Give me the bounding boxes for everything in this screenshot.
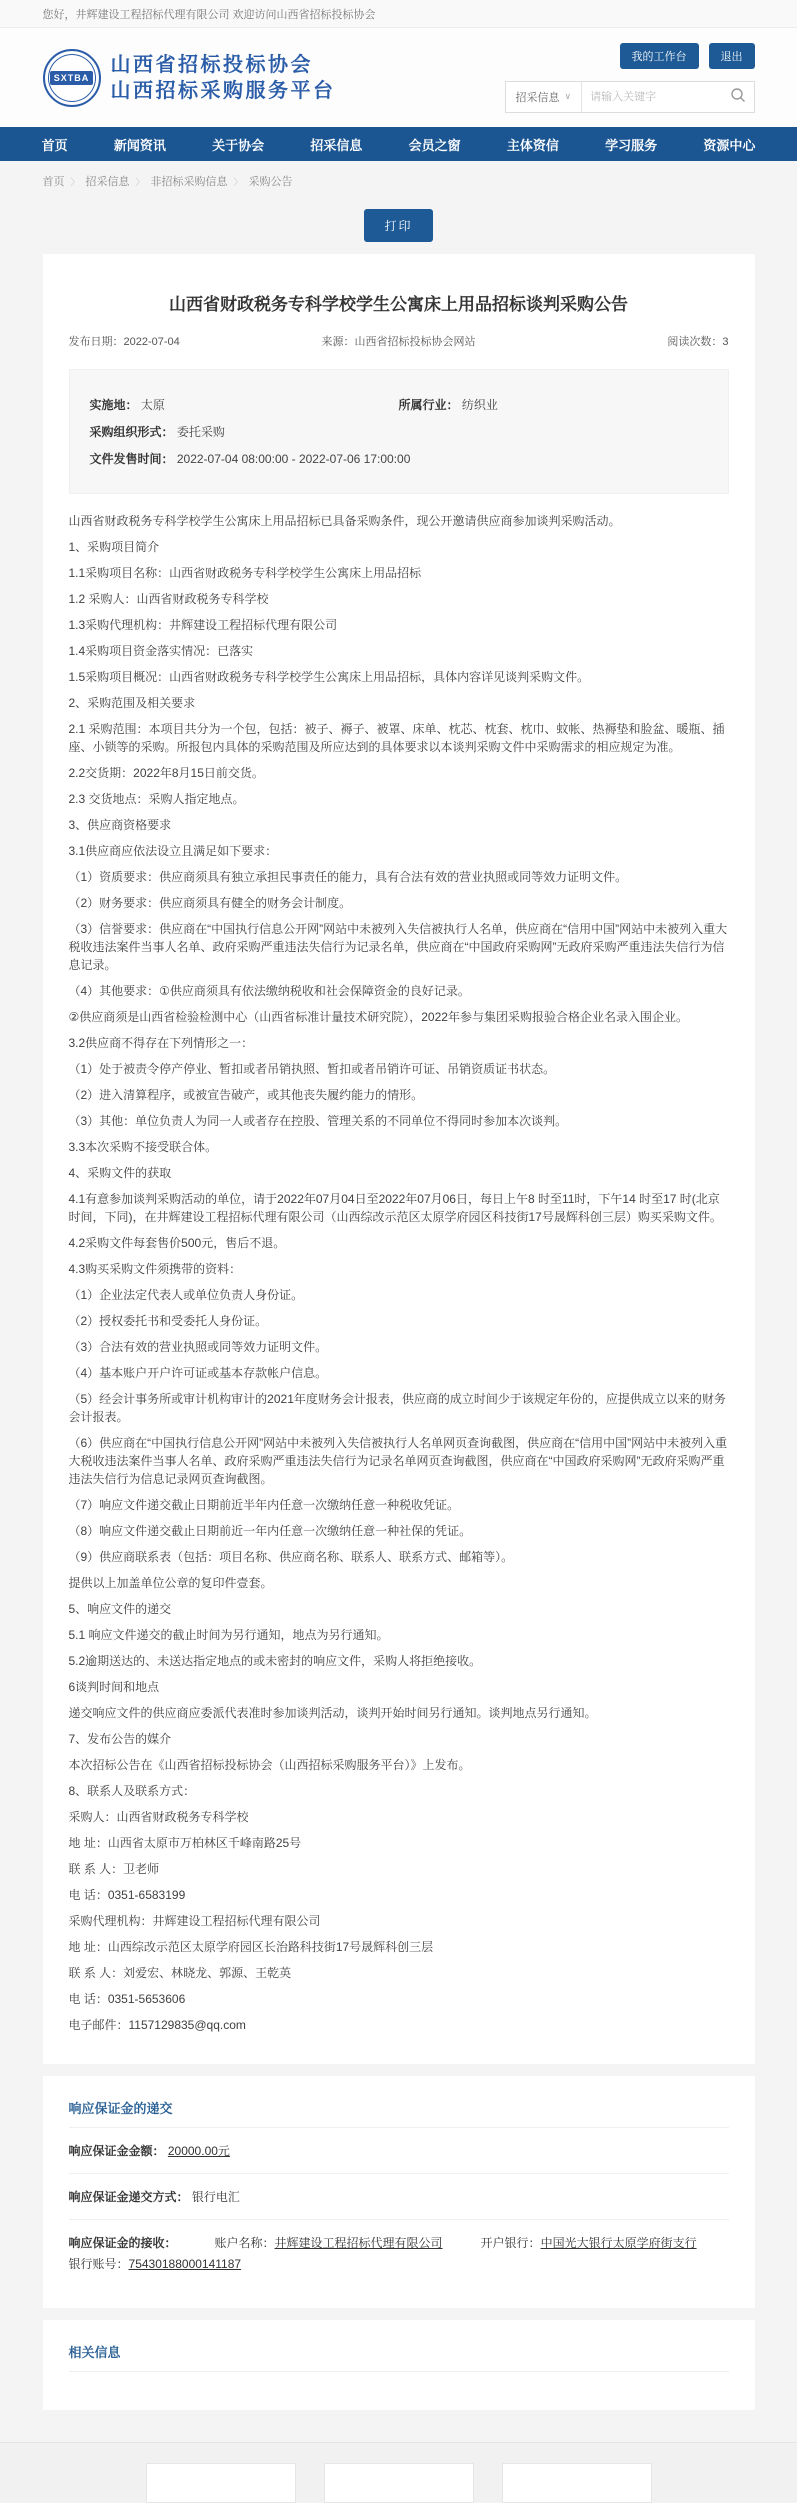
body-paragraph: 8、联系人及联系方式： bbox=[68, 1784, 196, 1798]
site-header bbox=[0, 28, 797, 127]
bond-account-name: 账户名称：井辉建设工程招标代理有限公司 bbox=[214, 2236, 443, 2250]
nav-item[interactable]: 首页 bbox=[41, 137, 68, 153]
announcement-card bbox=[43, 254, 755, 2064]
body-paragraph: 5、响应文件的递交 bbox=[68, 1602, 172, 1616]
article-source: 来源：山西省招标投标协会网站 bbox=[321, 336, 476, 348]
body-paragraph: 1.4采购项目资金落实情况：已落实 bbox=[68, 644, 254, 658]
body-paragraph: 1.2 采购人：山西省财政税务专科学校 bbox=[68, 592, 269, 606]
nav-item[interactable]: 关于协会 bbox=[212, 137, 265, 153]
bond-amount-row: 响应保证金金额： 20000.00元 bbox=[69, 2127, 729, 2173]
print-button[interactable]: 打印 bbox=[364, 209, 432, 242]
announcement-body bbox=[69, 512, 729, 2034]
search-icon bbox=[730, 87, 746, 103]
page-title: 山西省财政税务专科学校学生公寓床上用品招标谈判采购公告 bbox=[169, 295, 628, 314]
body-paragraph: ②供应商须是山西省检验检测中心（山西省标准计量技术研究院），2022年参与集团采购报验合格企业名录入围企业。 bbox=[68, 1010, 688, 1024]
search-input[interactable] bbox=[582, 91, 721, 103]
main-nav bbox=[0, 127, 797, 161]
body-paragraph: 电 话：0351-5653606 bbox=[68, 1992, 186, 2006]
body-paragraph: 递交响应文件的供应商应委派代表准时参加谈判活动，谈判开始时间另行通知。谈判地点另行通知。 bbox=[68, 1706, 597, 1720]
footer-link-box[interactable] bbox=[502, 2463, 652, 2503]
body-paragraph: 采购人：山西省财政税务专科学校 bbox=[68, 1810, 249, 1824]
related-section-title: 相关信息 bbox=[69, 2342, 729, 2372]
info-org-form: 采购组织形式： 委托采购 bbox=[89, 425, 225, 439]
search-category-select[interactable]: 招采信息 ∨ bbox=[506, 82, 583, 112]
breadcrumb-item[interactable]: 非招标采购信息 〉 bbox=[151, 173, 249, 189]
body-paragraph: （6）供应商在“中国执行信息公开网”网站中未被列入失信被执行人名单网页查询截图，供应商在“信用中国”网站中未被列入重大税收违法案件当事人名单、政府采购严重违法失信行为记录名单网页查询截图，供应商在“中国政府采购网”无政府采购严重违法失信行为信息记录网页查询截图。 bbox=[68, 1436, 728, 1486]
body-paragraph: （8）响应文件递交截止日期前近一年内任意一次缴纳任意一种社保的凭证。 bbox=[68, 1524, 472, 1538]
body-paragraph: 1.1采购项目名称：山西省财政税务专科学校学生公寓床上用品招标 bbox=[68, 566, 422, 580]
body-paragraph: 提供以上加盖单位公章的复印件壹套。 bbox=[68, 1576, 273, 1590]
body-paragraph: 联 系 人：刘爱宏、林晓龙、郭源、王乾英 bbox=[68, 1966, 292, 1980]
breadcrumb-item[interactable]: 首页 〉 bbox=[43, 173, 86, 189]
breadcrumb-item[interactable]: 采购公告 bbox=[248, 176, 293, 188]
breadcrumb-item[interactable]: 招采信息 〉 bbox=[86, 173, 151, 189]
body-paragraph: 3、供应商资格要求 bbox=[68, 818, 172, 832]
nav-item[interactable]: 招采信息 bbox=[310, 137, 363, 153]
bond-receive-row: 响应保证金的接收： 账户名称：井辉建设工程招标代理有限公司 开户银行：中国光大银行太原学府街支行 银行账号：75430188000141187 bbox=[69, 2219, 729, 2286]
site-logo[interactable] bbox=[43, 49, 336, 107]
view-count: 阅读次数：3 bbox=[667, 336, 729, 348]
body-paragraph: 6谈判时间和地点 bbox=[68, 1680, 160, 1694]
body-paragraph: 本次招标公告在《山西省招标投标协会（山西招标采购服务平台）》上发布。 bbox=[68, 1758, 471, 1772]
info-sale-time: 文件发售时间： 2022-07-04 08:00:00 - 2022-07-06 17:00:00 bbox=[89, 452, 411, 466]
body-paragraph: 地 址：山西综改示范区太原学府园区长治路科技街17号晟辉科创三层 bbox=[68, 1940, 434, 1954]
body-paragraph: （4）其他要求：①供应商须具有依法缴纳税收和社会保障资金的良好记录。 bbox=[68, 984, 470, 998]
footer-link-box[interactable] bbox=[324, 2463, 474, 2503]
body-paragraph: 5.1 响应文件递交的截止时间为另行通知，地点为另行通知。 bbox=[68, 1628, 389, 1642]
body-paragraph: 4.2采购文件每套售价500元，售后不退。 bbox=[68, 1236, 286, 1250]
search-button[interactable] bbox=[722, 87, 754, 106]
bond-account-number: 银行账号：75430188000141187 bbox=[68, 2257, 242, 2271]
logout-button[interactable]: 退出 bbox=[709, 43, 755, 69]
nav-item[interactable]: 学习服务 bbox=[605, 137, 658, 153]
body-paragraph: 1.3采购代理机构：井辉建设工程招标代理有限公司 bbox=[68, 618, 338, 632]
body-paragraph: 1、采购项目简介 bbox=[68, 540, 160, 554]
association-logo-icon: SXTBA bbox=[43, 49, 101, 107]
body-paragraph: （1）处于被责令停产停业、暂扣或者吊销执照、暂扣或者吊销许可证、吊销资质证书状态。 bbox=[68, 1062, 556, 1076]
body-paragraph: 1.5采购项目概况：山西省财政税务专科学校学生公寓床上用品招标，具体内容详见谈判采购文件。 bbox=[68, 670, 590, 684]
body-paragraph: （2）财务要求：供应商须具有健全的财务会计制度。 bbox=[68, 896, 352, 910]
body-paragraph: 3.3本次采购不接受联合体。 bbox=[68, 1140, 218, 1154]
site-name-line2: 山西招标采购服务平台 bbox=[110, 79, 336, 102]
body-paragraph: 电 话：0351-6583199 bbox=[68, 1888, 186, 1902]
body-paragraph: 4、采购文件的获取 bbox=[68, 1166, 172, 1180]
body-paragraph: （1）资质要求：供应商须具有独立承担民事责任的能力，具有合法有效的营业执照或同等效力证明文件。 bbox=[68, 870, 628, 884]
bond-method-value: 银行电汇 bbox=[191, 2190, 240, 2204]
nav-item[interactable]: 资源中心 bbox=[703, 137, 756, 153]
body-paragraph: （3）信誉要求：供应商在“中国执行信息公开网”网站中未被列入失信被执行人名单，供应商在“信用中国”网站中未被列入重大税收违法案件当事人名单、政府采购严重违法失信行为记录名单，供应商在“中国政府采购网”无政府采购严重违法失信行为信息记录。 bbox=[68, 922, 728, 972]
article-meta bbox=[69, 333, 729, 349]
body-paragraph: （9）供应商联系表（包括：项目名称、供应商名称、联系人、联系方式、邮箱等）。 bbox=[68, 1550, 514, 1564]
body-paragraph: 3.1供应商应依法设立且满足如下要求： bbox=[68, 844, 278, 858]
info-place: 实施地： 太原 bbox=[89, 398, 165, 412]
publish-date: 发布日期：2022-07-04 bbox=[68, 336, 180, 348]
body-paragraph: 4.3购买采购文件须携带的资料： bbox=[68, 1262, 242, 1276]
bond-card bbox=[43, 2076, 755, 2308]
site-name-line1: 山西省招标投标协会 bbox=[110, 53, 313, 76]
nav-item[interactable]: 主体资信 bbox=[506, 137, 559, 153]
nav-item[interactable]: 会员之窗 bbox=[408, 137, 461, 153]
info-industry: 所属行业： 纺织业 bbox=[398, 398, 498, 412]
related-info-card bbox=[43, 2320, 755, 2410]
body-paragraph: 2.2交货期：2022年8月15日前交货。 bbox=[68, 766, 264, 780]
body-paragraph: （5）经会计事务所或审计机构审计的2021年度财务会计报表，供应商的成立时间少于该规定年份的，应提供成立以来的财务会计报表。 bbox=[68, 1392, 726, 1424]
page-footer bbox=[0, 2442, 797, 2502]
bond-section-title: 响应保证金的递交 bbox=[68, 2101, 173, 2116]
body-paragraph: （2）授权委托书和受委托人身份证。 bbox=[68, 1314, 268, 1328]
body-paragraph: 2.3 交货地点：采购人指定地点。 bbox=[68, 792, 245, 806]
bond-bank: 开户银行：中国光大银行太原学府街支行 bbox=[480, 2236, 697, 2250]
breadcrumb bbox=[43, 161, 755, 195]
footer-link-box[interactable] bbox=[146, 2463, 296, 2503]
body-paragraph: （4）基本账户开户许可证或基本存款帐户信息。 bbox=[68, 1366, 328, 1380]
body-paragraph: 4.1有意参加谈判采购活动的单位，请于2022年07月04日至2022年07月06日，每日上午8 时至11时，下午14 时至17 时(北京时间，下同)，在井辉建设工程招标代理有限公司（山西综改示范区太原学府园区科技街17号晟辉科创三层）购买采购文件。 bbox=[68, 1192, 722, 1224]
body-paragraph: 山西省财政税务专科学校学生公寓床上用品招标已具备采购条件，现公开邀请供应商参加谈判采购活动。 bbox=[68, 514, 621, 528]
body-paragraph: 联 系 人：卫老师 bbox=[68, 1862, 160, 1876]
greeting-text: 您好，井辉建设工程招标代理有限公司 欢迎访问山西省招标投标协会 bbox=[42, 8, 376, 21]
body-paragraph: 采购代理机构：井辉建设工程招标代理有限公司 bbox=[68, 1914, 321, 1928]
chevron-down-icon: ∨ bbox=[564, 91, 572, 101]
body-paragraph: 2.1 采购范围：本项目共分为一个包，包括：被子、褥子、被罩、床单、枕芯、枕套、枕巾、蚊帐、热褥垫和脸盆、暖瓶、插座、小锁等的采购。所报包内具体的采购范围及所应达到的具体要求以本谈判采购文件中采购需求的相应规定为准。 bbox=[68, 722, 725, 754]
body-paragraph: 3.2供应商不得存在下列情形之一： bbox=[68, 1036, 254, 1050]
body-paragraph: 地 址：山西省太原市万柏林区千峰南路25号 bbox=[68, 1836, 302, 1850]
nav-item[interactable]: 新闻资讯 bbox=[113, 137, 166, 153]
body-paragraph: （3）合法有效的营业执照或同等效力证明文件。 bbox=[68, 1340, 328, 1354]
body-paragraph: （1）企业法定代表人或单位负责人身份证。 bbox=[68, 1288, 304, 1302]
project-info-box bbox=[69, 369, 729, 494]
bond-method-row: 响应保证金递交方式： 银行电汇 bbox=[69, 2173, 729, 2219]
search-bar bbox=[505, 81, 755, 113]
bond-amount-value: 20000.00元 bbox=[167, 2144, 230, 2158]
top-utility-bar bbox=[0, 0, 797, 28]
body-paragraph: （7）响应文件递交截止日期前近半年内任意一次缴纳任意一种税收凭证。 bbox=[68, 1498, 460, 1512]
body-paragraph: （2）进入清算程序，或被宣告破产，或其他丧失履约能力的情形。 bbox=[68, 1088, 424, 1102]
body-paragraph: 电子邮件：1157129835@qq.com bbox=[68, 2018, 246, 2032]
body-paragraph: 2、采购范围及相关要求 bbox=[68, 696, 196, 710]
body-paragraph: （3）其他：单位负责人为同一人或者存在控股、管理关系的不同单位不得同时参加本次谈判。 bbox=[68, 1114, 568, 1128]
my-workbench-button[interactable]: 我的工作台 bbox=[620, 43, 699, 69]
body-paragraph: 7、发布公告的媒介 bbox=[68, 1732, 172, 1746]
body-paragraph: 5.2逾期送达的、未送达指定地点的或未密封的响应文件，采购人将拒绝接收。 bbox=[68, 1654, 482, 1668]
